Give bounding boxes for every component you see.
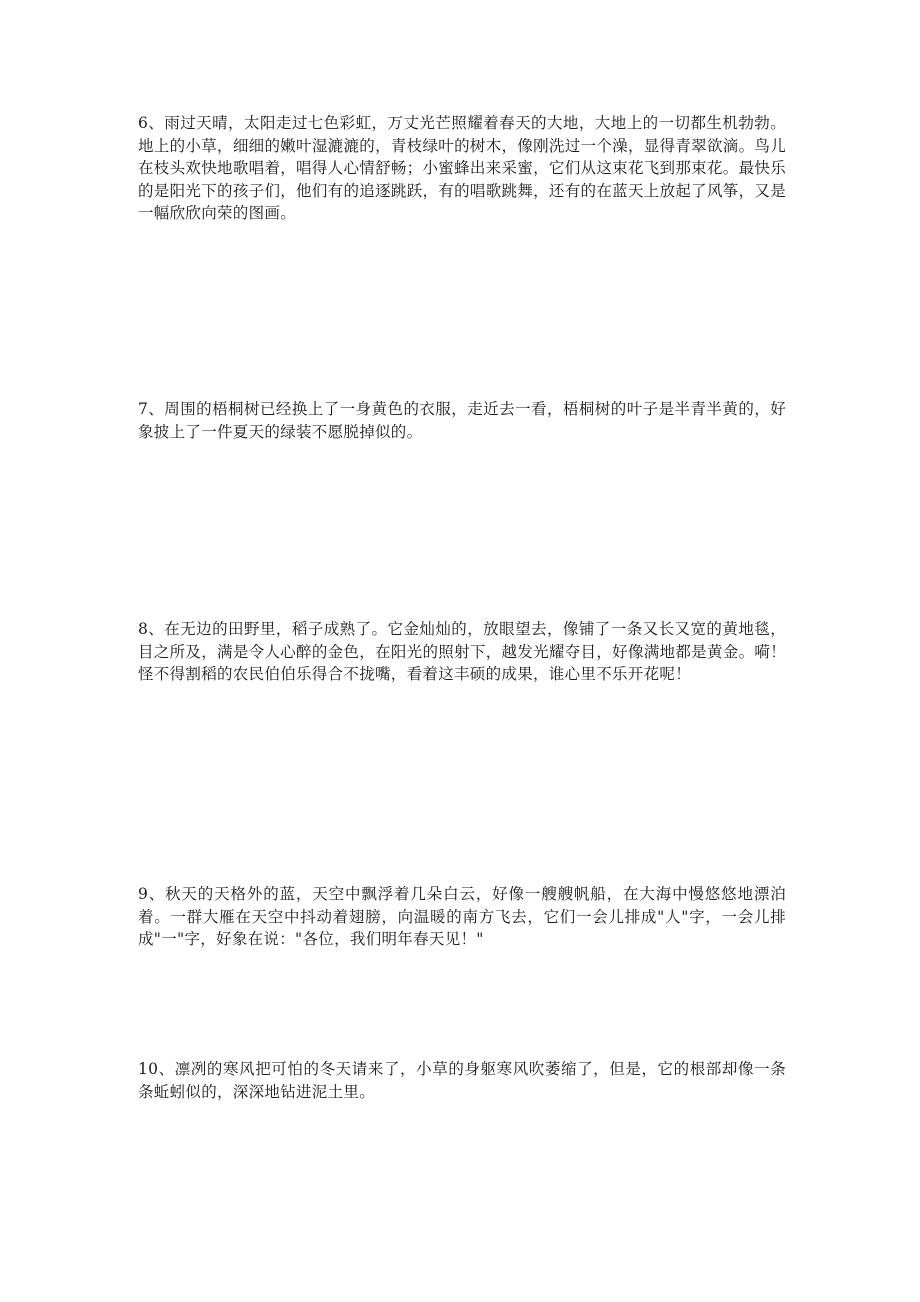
- paragraph-number: 7、: [138, 400, 165, 418]
- paragraph-text: 凛冽的寒风把可怕的冬天请来了，小草的身躯寒风吹萎缩了，但是，它的根部却像一条条蚯蚓似的，深深地钻进泥土里。: [138, 1060, 787, 1101]
- paragraph-number: 9、: [138, 885, 166, 903]
- paragraph-8: [138, 618, 786, 686]
- paragraph-number: 10、: [138, 1060, 175, 1078]
- paragraph-text: 周围的梧桐树已经换上了一身黄色的衣服，走近去一看，梧桐树的叶子是半青半黄的，好象披上了一件夏天的绿装不愿脱掉似的。: [138, 400, 787, 441]
- paragraph-7: [138, 398, 786, 443]
- paragraph-text: 雨过天晴，太阳走过七色彩虹，万丈光芒照耀着春天的大地，大地上的一切都生机勃勃。地上的小草，细细的嫩叶湿漉漉的，青枝绿叶的树木，像刚洗过一个澡，显得青翠欲滴。鸟儿在枝头欢快地歌唱着，唱得人心情舒畅；小蜜蜂出来采蜜，它们从这束花飞到那束花。最快乐的是阳光下的孩子们，他们有的追逐跳跃，有的唱歌跳舞，还有的在蓝天上放起了风筝，又是一幅欣欣向荣的图画。: [138, 114, 787, 223]
- paragraph-number: 6、: [138, 114, 165, 132]
- paragraph-6: [138, 112, 786, 225]
- paragraph-number: 8、: [138, 620, 165, 638]
- paragraph-9: [138, 883, 786, 951]
- paragraph-text: 在无边的田野里，稻子成熟了。它金灿灿的，放眼望去，像铺了一条又长又宽的黄地毯，目之所及，满是令人心醉的金色，在阳光的照射下，越发光耀夺目，好像满地都是黄金。嗬！怪不得割稻的农民伯伯乐得合不拢嘴，看着这丰硕的成果，谁心里不乐开花呢！: [138, 620, 787, 684]
- paragraph-10: [138, 1058, 786, 1103]
- paragraph-text: 秋天的天格外的蓝，天空中飘浮着几朵白云，好像一艘艘帆船，在大海中慢悠悠地漂泊着。一群大雁在天空中抖动着翅膀，向温暖的南方飞去，它们一会儿排成"人"字，一会儿排成"一"字，好象在说："各位，我们明年春天见！": [138, 885, 786, 949]
